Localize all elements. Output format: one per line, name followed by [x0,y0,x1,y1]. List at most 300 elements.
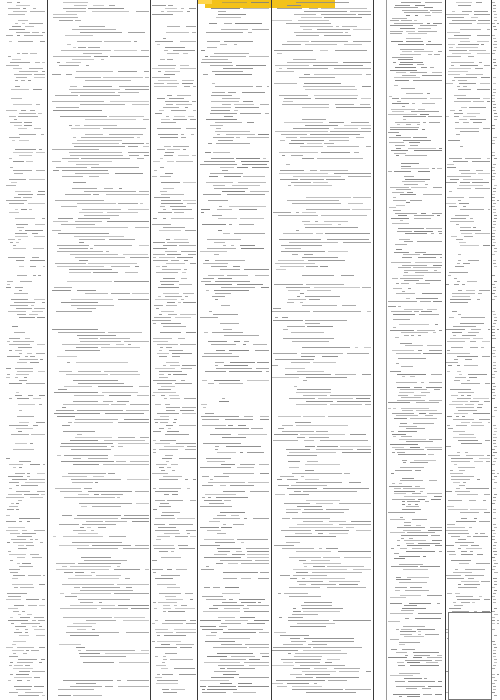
text-line [155,647,177,648]
text-line [394,85,398,86]
text-line [428,41,431,42]
text-line [73,695,102,696]
text-line [449,404,463,405]
text-line [494,695,497,696]
text-line [223,632,256,633]
text-line [457,371,461,372]
text-line [60,593,64,594]
text-line [64,386,92,387]
text-line [482,341,490,342]
text-line [57,266,104,267]
text-line [111,446,114,447]
text-line [179,284,192,285]
text-line [451,476,474,477]
text-line [105,686,113,687]
text-line [416,402,439,403]
text-line [345,689,371,690]
text-line [6,458,10,459]
text-line [222,2,247,3]
text-line [497,23,499,24]
text-line [22,23,25,24]
text-line [431,535,440,536]
text-line [98,386,133,387]
text-line [27,476,30,477]
text-line [400,634,412,635]
text-line [153,161,160,162]
text-line [497,623,499,624]
text-line [293,176,341,177]
text-line [202,59,228,60]
text-line [410,665,439,666]
text-line [187,203,196,204]
text-line [415,470,421,471]
text-line [203,263,228,264]
text-line [401,166,411,167]
text-line [218,11,226,12]
text-line [402,376,405,377]
text-line [74,422,113,423]
text-line [395,67,416,68]
text-line [132,521,149,522]
text-line [39,149,42,150]
text-line [492,347,495,348]
text-line [15,233,27,234]
text-line [96,575,121,576]
text-line [166,305,177,306]
text-line [212,71,243,72]
text-line [333,620,371,621]
text-line [440,257,442,258]
text-line [447,416,452,417]
text-line [229,371,262,372]
text-line [452,20,476,21]
text-line [154,419,169,420]
text-line [93,476,104,477]
text-line [320,440,368,441]
text-line [459,242,466,243]
text-line [118,92,139,93]
text-line [39,395,45,396]
text-line [487,158,490,159]
text-line [66,374,108,375]
text-line [461,518,467,519]
text-line [82,524,116,525]
text-line [293,575,327,576]
text-line [401,629,412,630]
text-line [457,98,480,99]
text-line [304,224,332,225]
text-line [13,611,19,612]
text-line [478,20,490,21]
text-line [161,194,184,195]
text-line [30,260,45,261]
text-line [420,25,437,26]
text-line [119,662,149,663]
text-line [159,551,168,552]
text-line [163,608,171,609]
text-line [416,525,421,526]
text-line [234,44,237,45]
text-line [390,444,418,445]
text-line [178,545,188,546]
text-line [42,62,45,63]
text-line [479,521,490,522]
text-line [10,674,13,675]
text-line [420,491,423,492]
text-line [413,267,441,268]
text-line [301,356,315,357]
text-line [492,128,495,129]
text-line [411,111,439,112]
text-line [460,227,471,228]
text-line [248,32,252,33]
text-line [494,281,497,282]
text-line [66,11,86,12]
text-line [154,608,157,609]
text-line [453,326,476,327]
text-line [481,581,490,582]
text-line [17,398,29,399]
text-line [492,275,495,276]
text-line [171,110,186,111]
text-line [307,326,333,327]
text-line [482,356,490,357]
text-line [34,299,45,300]
text-line [155,113,162,114]
text-line [304,74,310,75]
text-line [202,596,223,597]
text-line [415,486,420,487]
text-line [398,228,424,229]
text-line [492,239,495,240]
text-line [402,10,428,11]
text-line [17,662,33,663]
text-line [493,443,496,444]
text-line [447,524,455,525]
text-line [462,11,472,12]
text-line [276,680,325,681]
text-line [306,692,356,693]
text-line [415,5,425,6]
text-line [203,443,241,444]
text-line [130,461,149,462]
text-line [238,182,266,183]
text-line [59,545,89,546]
text-line [418,335,421,336]
text-line [292,518,330,519]
text-line [202,485,213,486]
text-line [274,632,286,633]
text-line [39,626,42,627]
text-line [463,179,483,180]
text-line [13,575,25,576]
text-line [159,230,181,231]
text-line [33,248,44,249]
text-line [167,11,183,12]
text-line [402,460,407,461]
text-line [291,485,327,486]
text-line [154,197,170,198]
text-line [306,284,344,285]
text-line [401,283,409,284]
text-line [465,158,481,159]
text-line [284,98,311,99]
text-line [25,629,28,630]
column-rule [445,0,446,700]
text-line [293,611,301,612]
text-line [492,473,495,474]
text-line [161,470,165,471]
text-line [283,662,293,663]
text-line [314,287,360,288]
text-line [128,146,138,147]
text-line [19,635,29,636]
text-line [390,613,413,614]
text-line [176,443,196,444]
text-line [492,479,495,480]
text-line [340,446,371,447]
text-line [281,530,311,531]
text-line [223,68,253,69]
text-line [317,446,338,447]
text-line [59,20,73,21]
text-line [77,515,121,516]
text-line [218,617,235,618]
text-line [456,47,478,48]
text-line [401,436,412,437]
text-line [155,518,175,519]
text-line [52,329,98,330]
text-line [439,148,442,149]
text-line [24,377,27,378]
text-line [453,419,474,420]
text-line [19,410,22,411]
text-line [23,8,26,9]
text-line [82,587,120,588]
text-line [478,293,482,294]
text-line [223,245,226,246]
text-line [303,491,357,492]
text-line [211,95,232,96]
text-line [421,213,426,214]
text-line [158,71,161,72]
text-line [53,170,59,171]
text-line [203,74,208,75]
text-line [157,536,170,537]
text-line [466,74,483,75]
text-line [22,563,31,564]
text-line [457,263,460,264]
text-line [153,380,176,381]
text-line [9,692,18,693]
text-line [152,224,171,225]
text-line [328,251,348,252]
text-line [71,479,121,480]
text-line [429,382,442,383]
text-line [56,410,74,411]
text-line [164,50,168,51]
text-line [117,566,120,567]
text-line [348,203,363,204]
text-line [415,618,441,619]
text-line [390,187,409,188]
text-line [488,209,490,210]
text-line [84,191,136,192]
text-line [316,449,353,450]
text-line [76,164,99,165]
text-line [476,563,490,564]
text-line [420,566,440,567]
text-line [125,89,149,90]
text-line [357,449,371,450]
text-line [154,524,165,525]
text-line [275,263,315,264]
text-line [305,125,338,126]
text-line [460,245,479,246]
text-line [278,593,281,594]
text-line [414,215,434,216]
text-line [402,181,425,182]
text-line [336,26,339,27]
text-line [447,353,470,354]
text-line [57,251,103,252]
text-line [403,116,426,117]
text-line [303,650,341,651]
text-line [34,617,44,618]
text-line [167,467,171,468]
text-line [163,659,167,660]
text-line [204,500,222,501]
text-line [294,386,297,387]
text-line [161,323,181,324]
text-line [406,15,410,16]
text-line [223,491,245,492]
text-line [411,335,414,336]
text-line [165,8,177,9]
text-line [292,203,341,204]
text-line [336,107,371,108]
text-line [479,290,490,291]
text-line [361,98,371,99]
text-line [432,72,442,73]
text-line [305,296,340,297]
text-line [212,332,243,333]
text-line [460,65,478,66]
text-line [27,473,30,474]
text-line [451,536,460,537]
text-line [53,56,91,57]
text-line [25,632,28,633]
text-line [39,605,45,606]
text-line [64,455,108,456]
text-line [240,113,261,114]
text-line [166,32,189,33]
text-line [173,146,189,147]
text-line [62,425,70,426]
text-line [388,408,391,409]
text-line [463,116,476,117]
text-line [13,161,24,162]
text-line [390,129,418,130]
text-line [282,425,293,426]
text-line [400,54,421,55]
text-line [439,330,442,331]
text-line [493,221,496,222]
text-line [492,677,495,678]
text-line [412,519,427,520]
text-line [162,674,173,675]
text-line [414,51,433,52]
text-line [13,467,16,468]
text-line [15,368,33,369]
text-line [278,416,301,417]
text-line [167,83,179,84]
text-line [424,7,433,8]
text-line [411,187,427,188]
text-line [470,347,478,348]
text-line [72,482,93,483]
text-line [163,38,166,39]
text-line [497,329,499,330]
text-line [418,499,425,500]
text-line [353,41,371,42]
text-line [136,503,149,504]
text-line [218,665,244,666]
text-line [454,113,463,114]
text-line [80,104,125,105]
text-line [493,518,496,519]
text-line [492,353,495,354]
text-line [180,410,194,411]
text-line [410,376,415,377]
text-line [37,344,45,345]
text-line [160,176,171,177]
text-line [327,566,364,567]
text-line [238,434,267,435]
text-line [180,65,189,66]
text-line [448,500,462,501]
text-line [279,239,321,240]
text-line [175,317,191,318]
text-line [236,158,260,159]
text-line [392,350,414,351]
text-line [302,347,350,348]
text-line [273,212,291,213]
text-line [454,278,457,279]
text-line [497,674,499,675]
text-line [285,374,331,375]
text-line [397,101,401,102]
text-line [403,626,425,627]
text-line [267,86,269,87]
text-line [75,257,125,258]
text-line [492,617,495,618]
text-line [78,47,86,48]
text-line [303,416,325,417]
text-line [13,11,27,12]
text-line [352,209,371,210]
text-line [160,191,167,192]
text-line [476,170,483,171]
text-line [205,284,232,285]
text-line [460,545,468,546]
text-line [76,227,128,228]
text-line [85,80,131,81]
text-line [388,402,410,403]
text-line [492,398,495,399]
text-line [136,11,149,12]
text-line [53,17,78,18]
